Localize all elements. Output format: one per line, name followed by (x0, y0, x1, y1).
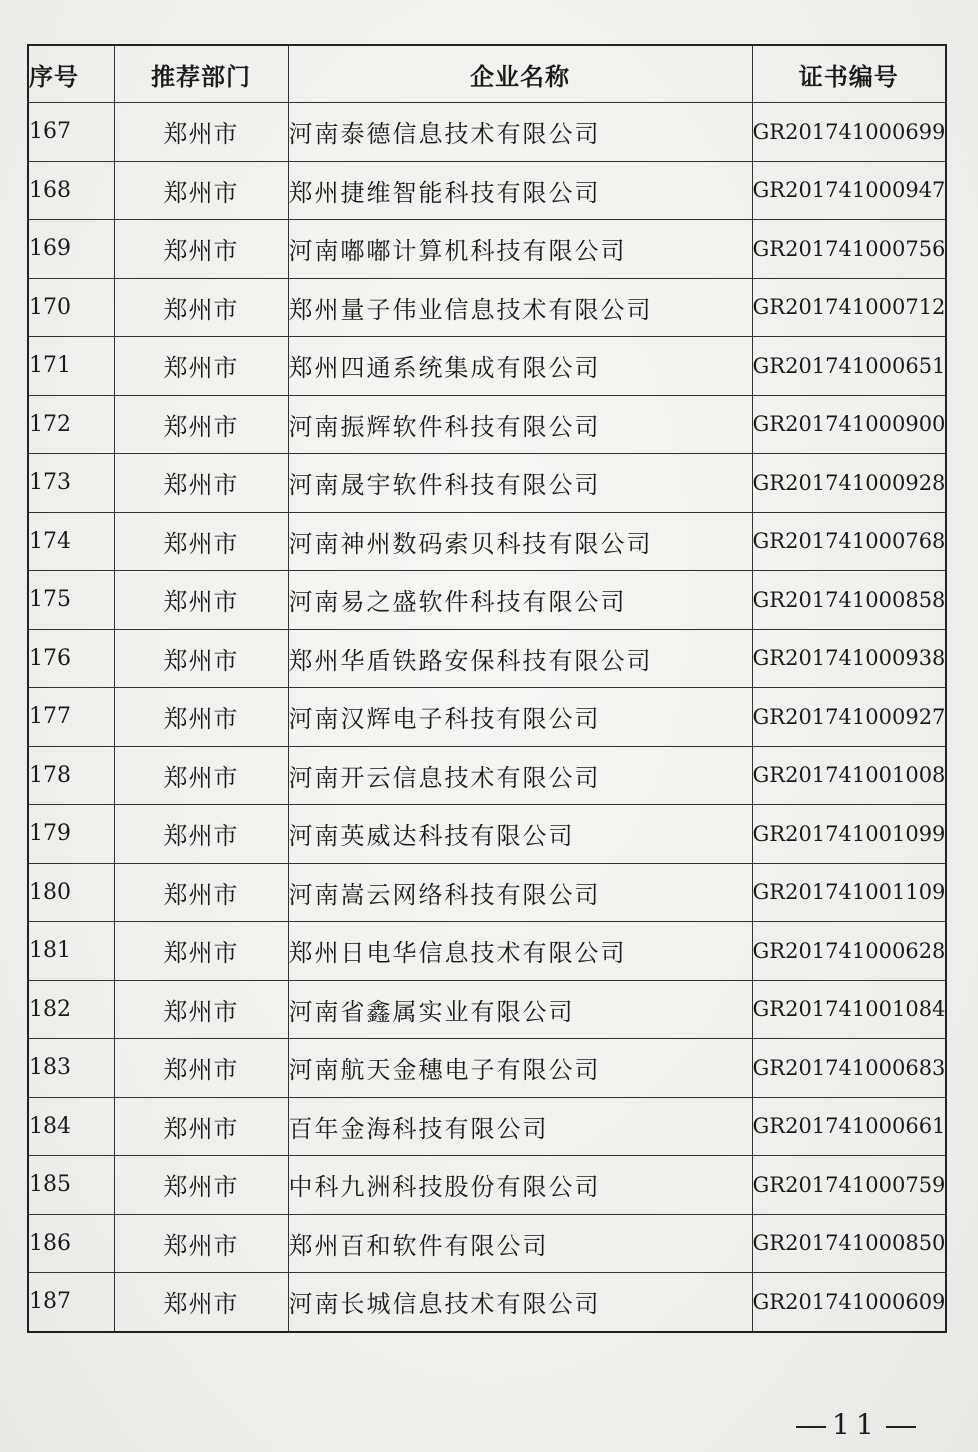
cell-enterprise-name: 河南省鑫属实业有限公司 (288, 980, 752, 1039)
cell-department: 郑州市 (114, 805, 288, 864)
cell-enterprise-name: 郑州捷维智能科技有限公司 (288, 161, 752, 220)
cell-serial-number: 171 (28, 337, 114, 396)
cell-enterprise-name: 百年金海科技有限公司 (288, 1097, 752, 1156)
cell-department: 郑州市 (114, 103, 288, 162)
cell-serial-number: 178 (28, 746, 114, 805)
cell-certificate-number: GR201741001099 (752, 805, 946, 864)
cell-serial-number: 177 (28, 688, 114, 747)
cell-certificate-number: GR201741000651 (752, 337, 946, 396)
cell-department: 郑州市 (114, 571, 288, 630)
cell-serial-number: 180 (28, 863, 114, 922)
cell-department: 郑州市 (114, 278, 288, 337)
table-row (28, 863, 946, 922)
cell-enterprise-name: 河南长城信息技术有限公司 (288, 1273, 752, 1332)
cell-certificate-number: GR201741000756 (752, 220, 946, 279)
table-row (28, 454, 946, 513)
cell-serial-number: 185 (28, 1156, 114, 1215)
table-row (28, 395, 946, 454)
cell-department: 郑州市 (114, 1273, 288, 1332)
table-row (28, 1097, 946, 1156)
cell-department: 郑州市 (114, 863, 288, 922)
header-recommending-department: 推荐部门 (114, 45, 288, 103)
cell-department: 郑州市 (114, 1039, 288, 1098)
cell-certificate-number: GR201741000759 (752, 1156, 946, 1215)
cell-serial-number: 184 (28, 1097, 114, 1156)
cell-certificate-number: GR201741001008 (752, 746, 946, 805)
cell-certificate-number: GR201741000850 (752, 1214, 946, 1273)
cell-serial-number: 183 (28, 1039, 114, 1098)
cell-serial-number: 186 (28, 1214, 114, 1273)
table-row (28, 688, 946, 747)
cell-enterprise-name: 河南汉辉电子科技有限公司 (288, 688, 752, 747)
cell-enterprise-name: 河南神州数码索贝科技有限公司 (288, 512, 752, 571)
footer-dash-left (796, 1426, 826, 1428)
cell-department: 郑州市 (114, 688, 288, 747)
table-body (28, 103, 946, 1332)
table-row (28, 278, 946, 337)
table-row (28, 512, 946, 571)
cell-serial-number: 169 (28, 220, 114, 279)
cell-enterprise-name: 中科九洲科技股份有限公司 (288, 1156, 752, 1215)
cell-serial-number: 181 (28, 922, 114, 981)
table-row (28, 922, 946, 981)
cell-enterprise-name: 河南嘟嘟计算机科技有限公司 (288, 220, 752, 279)
cell-department: 郑州市 (114, 395, 288, 454)
cell-department: 郑州市 (114, 922, 288, 981)
table-row (28, 1156, 946, 1215)
cell-certificate-number: GR201741000900 (752, 395, 946, 454)
cell-department: 郑州市 (114, 746, 288, 805)
table-row (28, 1039, 946, 1098)
table-row (28, 220, 946, 279)
enterprise-table (27, 44, 947, 1333)
header-row (28, 45, 946, 103)
cell-department: 郑州市 (114, 1097, 288, 1156)
table-header (28, 45, 946, 103)
table-row (28, 805, 946, 864)
cell-department: 郑州市 (114, 454, 288, 513)
cell-certificate-number: GR201741000928 (752, 454, 946, 513)
cell-certificate-number: GR201741000699 (752, 103, 946, 162)
cell-enterprise-name: 河南嵩云网络科技有限公司 (288, 863, 752, 922)
page-number: 11 (832, 1408, 880, 1441)
cell-certificate-number: GR201741000947 (752, 161, 946, 220)
cell-enterprise-name: 河南易之盛软件科技有限公司 (288, 571, 752, 630)
cell-certificate-number: GR201741000858 (752, 571, 946, 630)
cell-serial-number: 170 (28, 278, 114, 337)
cell-department: 郑州市 (114, 629, 288, 688)
page-footer (790, 1408, 922, 1441)
cell-enterprise-name: 河南英威达科技有限公司 (288, 805, 752, 864)
cell-enterprise-name: 郑州四通系统集成有限公司 (288, 337, 752, 396)
table-row (28, 571, 946, 630)
cell-enterprise-name: 郑州百和软件有限公司 (288, 1214, 752, 1273)
cell-certificate-number: GR201741000938 (752, 629, 946, 688)
cell-serial-number: 176 (28, 629, 114, 688)
cell-certificate-number: GR201741000712 (752, 278, 946, 337)
cell-enterprise-name: 郑州量子伟业信息技术有限公司 (288, 278, 752, 337)
header-enterprise-name: 企业名称 (288, 45, 752, 103)
footer-dash-right (886, 1426, 916, 1428)
cell-enterprise-name: 郑州日电华信息技术有限公司 (288, 922, 752, 981)
cell-certificate-number: GR201741000768 (752, 512, 946, 571)
cell-serial-number: 172 (28, 395, 114, 454)
cell-enterprise-name: 河南开云信息技术有限公司 (288, 746, 752, 805)
cell-serial-number: 182 (28, 980, 114, 1039)
table-row (28, 1214, 946, 1273)
cell-serial-number: 175 (28, 571, 114, 630)
header-certificate-number: 证书编号 (752, 45, 946, 103)
cell-enterprise-name: 河南航天金穗电子有限公司 (288, 1039, 752, 1098)
cell-certificate-number: GR201741001109 (752, 863, 946, 922)
table-row (28, 980, 946, 1039)
cell-certificate-number: GR201741000661 (752, 1097, 946, 1156)
cell-certificate-number: GR201741000609 (752, 1273, 946, 1332)
cell-serial-number: 168 (28, 161, 114, 220)
cell-certificate-number: GR201741001084 (752, 980, 946, 1039)
cell-serial-number: 174 (28, 512, 114, 571)
table-row (28, 1273, 946, 1332)
cell-serial-number: 187 (28, 1273, 114, 1332)
table-row (28, 746, 946, 805)
cell-enterprise-name: 河南泰德信息技术有限公司 (288, 103, 752, 162)
table-row (28, 103, 946, 162)
cell-department: 郑州市 (114, 980, 288, 1039)
cell-department: 郑州市 (114, 161, 288, 220)
cell-certificate-number: GR201741000927 (752, 688, 946, 747)
table-row (28, 629, 946, 688)
cell-certificate-number: GR201741000628 (752, 922, 946, 981)
cell-department: 郑州市 (114, 220, 288, 279)
table-row (28, 337, 946, 396)
cell-serial-number: 173 (28, 454, 114, 513)
cell-enterprise-name: 河南振辉软件科技有限公司 (288, 395, 752, 454)
cell-department: 郑州市 (114, 1214, 288, 1273)
cell-serial-number: 179 (28, 805, 114, 864)
cell-enterprise-name: 郑州华盾铁路安保科技有限公司 (288, 629, 752, 688)
table-row (28, 161, 946, 220)
cell-serial-number: 167 (28, 103, 114, 162)
cell-enterprise-name: 河南晟宇软件科技有限公司 (288, 454, 752, 513)
cell-department: 郑州市 (114, 337, 288, 396)
cell-department: 郑州市 (114, 512, 288, 571)
header-serial-number: 序号 (28, 45, 114, 103)
cell-department: 郑州市 (114, 1156, 288, 1215)
cell-certificate-number: GR201741000683 (752, 1039, 946, 1098)
